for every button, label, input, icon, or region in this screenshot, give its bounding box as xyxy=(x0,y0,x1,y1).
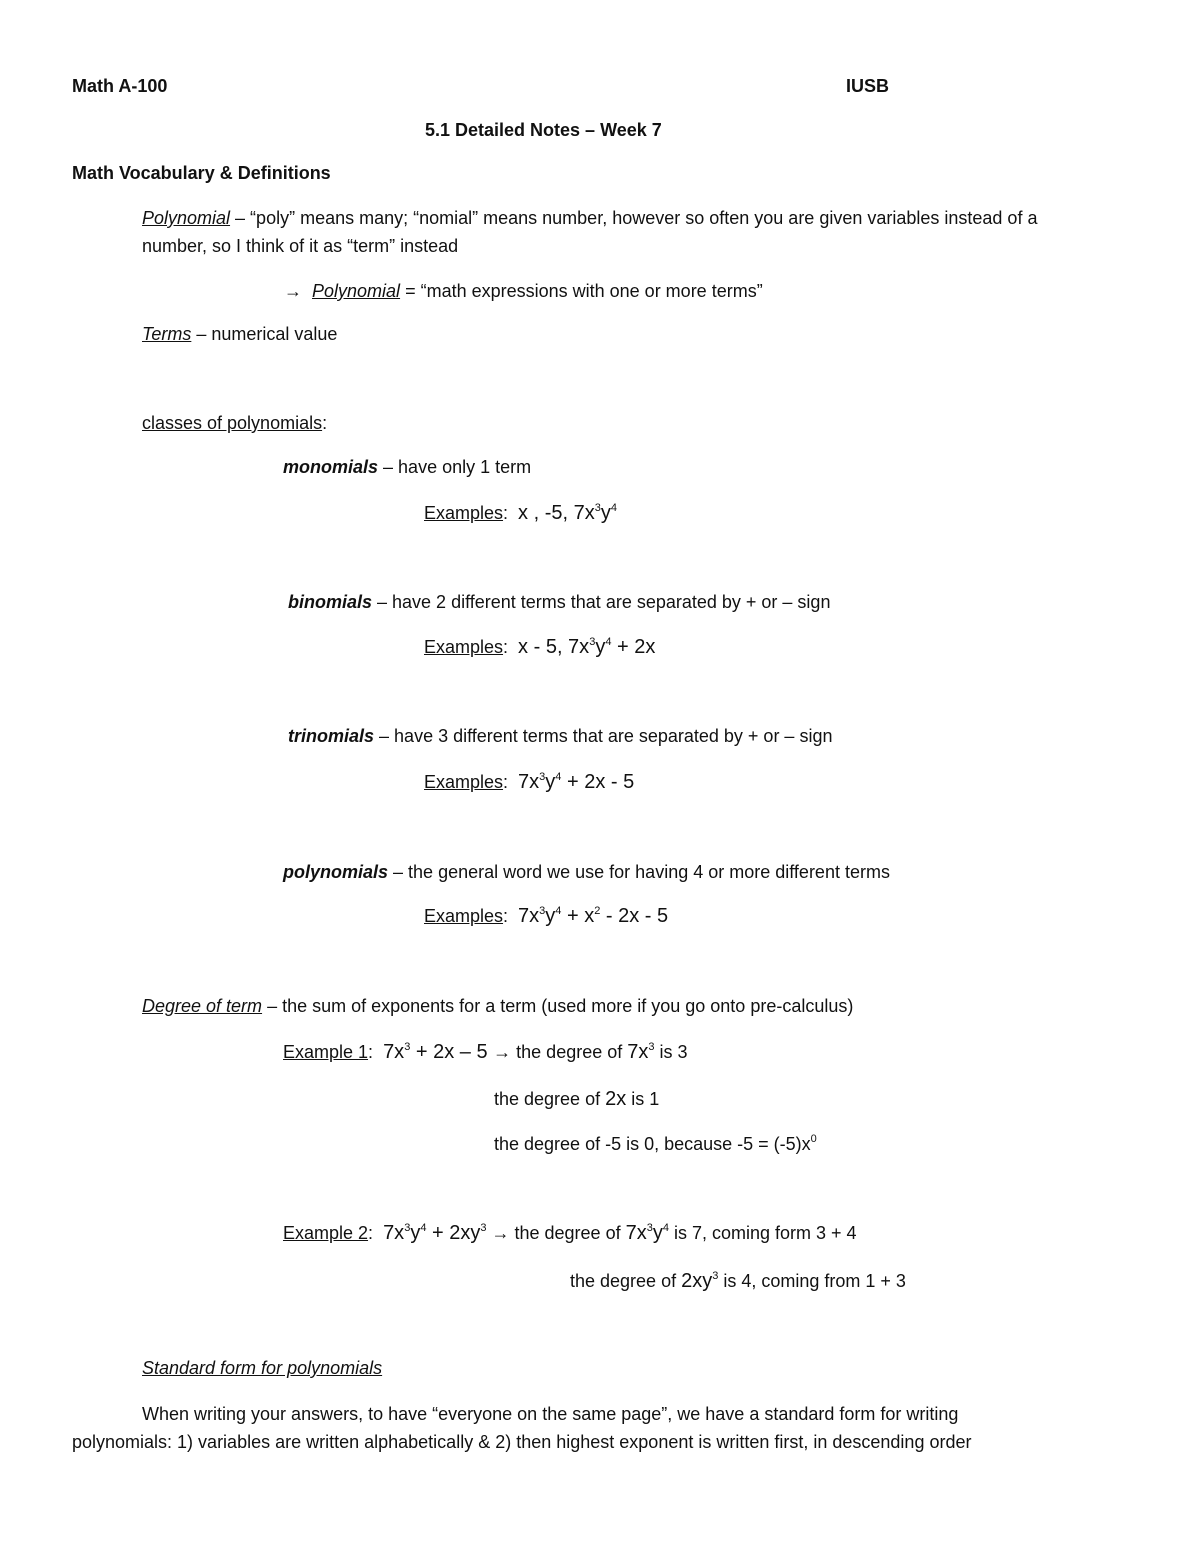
classes-heading-text: classes of polynomials xyxy=(142,413,323,433)
binomials-def: – have 2 different terms that are separated by + or – sign xyxy=(372,592,831,612)
example1-line3-text: the degree of -5 is 0, because -5 = (-5)x xyxy=(494,1134,811,1154)
polynomials-name: polynomials xyxy=(283,862,389,882)
binomials-ex-c: + 2x xyxy=(611,636,656,658)
example1-line1: Example 1: $7x^3 + 2x - 5$ → the degree of $7x^3$ is 3 xyxy=(283,1041,688,1063)
right-arrow-icon: → xyxy=(491,1223,510,1243)
exponent: 3 xyxy=(646,1222,653,1234)
exponent: 0 xyxy=(810,1133,817,1145)
degree-def: – the sum of exponents for a term (used more if you go onto pre-calculus) xyxy=(262,996,854,1016)
examples-label: Examples xyxy=(424,772,504,792)
exponent: 3 xyxy=(539,905,546,917)
polynomial-term: Polynomial xyxy=(142,208,231,228)
trinomials-ex-c: + 2x - 5 xyxy=(561,771,635,793)
page-title: 5.1 Detailed Notes – Week 7 xyxy=(425,120,662,140)
exponent: 3 xyxy=(404,1041,411,1053)
example1-expr-a: 7x xyxy=(383,1041,405,1063)
example2-line2 xyxy=(570,1270,906,1293)
terms-definition xyxy=(142,324,337,345)
example2-line2-b: 2xy xyxy=(681,1270,713,1292)
example2-text-c: y xyxy=(652,1222,663,1244)
exponent: 3 xyxy=(589,636,596,648)
polynomial-summary-def: = “math expressions with one or more terms” xyxy=(400,281,763,301)
exponent: 3 xyxy=(712,1270,719,1282)
exponent: 4 xyxy=(420,1222,427,1234)
example1-label: Example 1 xyxy=(283,1042,369,1062)
monomials-definition xyxy=(283,457,531,478)
classes-heading-colon: : xyxy=(322,413,328,433)
monomials-examples: Examples: x , -5, $7x^3y^4$ xyxy=(424,502,617,524)
trinomials-definition xyxy=(288,726,832,747)
exponent: 3 xyxy=(648,1041,655,1053)
monomials-ex-a: x , -5, 7x xyxy=(518,502,595,524)
example1-text-c: is 3 xyxy=(654,1042,688,1062)
terms-def: – numerical value xyxy=(191,324,338,344)
example2-text-a: the degree of xyxy=(509,1223,626,1243)
binomials-name: binomials xyxy=(288,592,373,612)
example2-text-d: is 7, coming form 3 + 4 xyxy=(668,1223,857,1243)
polynomials-ex-d: - 2x - 5 xyxy=(600,905,669,927)
polynomial-summary xyxy=(284,281,763,302)
exponent: 3 xyxy=(404,1222,411,1234)
polynomial-def-line1: – “poly” means many; “nomial” means number, however so often you are given variables instead of a xyxy=(230,208,1038,228)
classes-heading xyxy=(142,413,327,434)
standard-form-heading: Standard form for polynomials xyxy=(142,1358,383,1378)
binomials-definition xyxy=(288,592,830,613)
exponent: 2 xyxy=(594,905,601,917)
exponent: 4 xyxy=(662,1222,669,1234)
monomials-name: monomials xyxy=(283,457,379,477)
exponent: 4 xyxy=(605,636,612,648)
right-arrow-icon: → xyxy=(284,281,302,301)
section-heading: Math Vocabulary & Definitions xyxy=(72,163,331,183)
polynomial-summary-term: Polynomial xyxy=(312,281,401,301)
example2-line2-c: is 4, coming from 1 + 3 xyxy=(718,1271,906,1291)
polynomials-def: – the general word we use for having 4 or more different terms xyxy=(388,862,890,882)
trinomials-examples: Examples: $7x^3y^4 + 2x - 5$ xyxy=(424,771,635,793)
example1-line3 xyxy=(494,1134,817,1155)
polynomial-def-line2: number, so I think of it as “term” instead xyxy=(142,236,459,256)
example2-line1: Example 2: $7x^3y^4 + 2xy^3$ → the degree of $7x^3y^4$ is 7, coming form 3 + 4 xyxy=(283,1222,857,1244)
monomials-def: – have only 1 term xyxy=(378,457,532,477)
trinomials-ex-b: y xyxy=(545,771,556,793)
right-arrow-icon: → xyxy=(493,1042,512,1062)
polynomials-definition xyxy=(283,862,890,883)
polynomials-examples: Examples: $7x^3y^4 + x^2 - 2x - 5$ xyxy=(424,905,669,927)
binomials-ex-a: x - 5, 7x xyxy=(518,636,590,658)
examples-label: Examples xyxy=(424,637,504,657)
binomials-examples: Examples: x - 5, $7x^3y^4 + 2x$ xyxy=(424,636,656,658)
example2-text-b: 7x xyxy=(625,1222,647,1244)
exponent: 4 xyxy=(555,771,562,783)
exponent: 3 xyxy=(480,1222,487,1234)
polynomials-ex-a: 7x xyxy=(518,905,540,927)
example2-label: Example 2 xyxy=(283,1223,369,1243)
binomials-ex-b: y xyxy=(595,636,606,658)
school-name: IUSB xyxy=(846,76,890,96)
exponent: 4 xyxy=(555,905,562,917)
example1-text-b: 7x xyxy=(627,1041,649,1063)
example2-line2-a: the degree of xyxy=(570,1271,682,1291)
trinomials-def: – have 3 different terms that are separated by + or – sign xyxy=(374,726,833,746)
exponent: 3 xyxy=(539,771,546,783)
degree-term: Degree of term xyxy=(142,996,263,1016)
polynomials-ex-b: y xyxy=(545,905,556,927)
course-name: Math A-100 xyxy=(72,76,168,96)
examples-label: Examples xyxy=(424,503,504,523)
example1-text-a: the degree of xyxy=(511,1042,628,1062)
exponent: 3 xyxy=(594,502,601,514)
polynomial-definition xyxy=(142,208,1037,229)
standard-form-line2: polynomials: 1) variables are written alphabetically & 2) then highest exponent is written first, in descending order xyxy=(72,1432,972,1452)
terms-term: Terms xyxy=(142,324,192,344)
example2-expr-b: y xyxy=(410,1222,421,1244)
examples-label: Examples xyxy=(424,906,504,926)
example2-expr-a: 7x xyxy=(383,1222,405,1244)
degree-definition xyxy=(142,996,853,1017)
example1-line2-c: is 1 xyxy=(626,1089,660,1109)
example1-expr-b: + 2x – 5 xyxy=(410,1041,494,1063)
standard-form-line1: When writing your answers, to have “everyone on the same page”, we have a standard form for writing xyxy=(142,1404,959,1424)
trinomials-name: trinomials xyxy=(288,726,375,746)
example1-line2-b: 2x xyxy=(605,1088,627,1110)
trinomials-ex-a: 7x xyxy=(518,771,540,793)
example1-line2-a: the degree of xyxy=(494,1089,606,1109)
example1-line2 xyxy=(494,1088,659,1111)
example2-expr-c: + 2xy xyxy=(426,1222,481,1244)
exponent: 4 xyxy=(610,502,617,514)
polynomials-ex-c: + x xyxy=(561,905,595,927)
monomials-ex-b: y xyxy=(600,502,611,524)
